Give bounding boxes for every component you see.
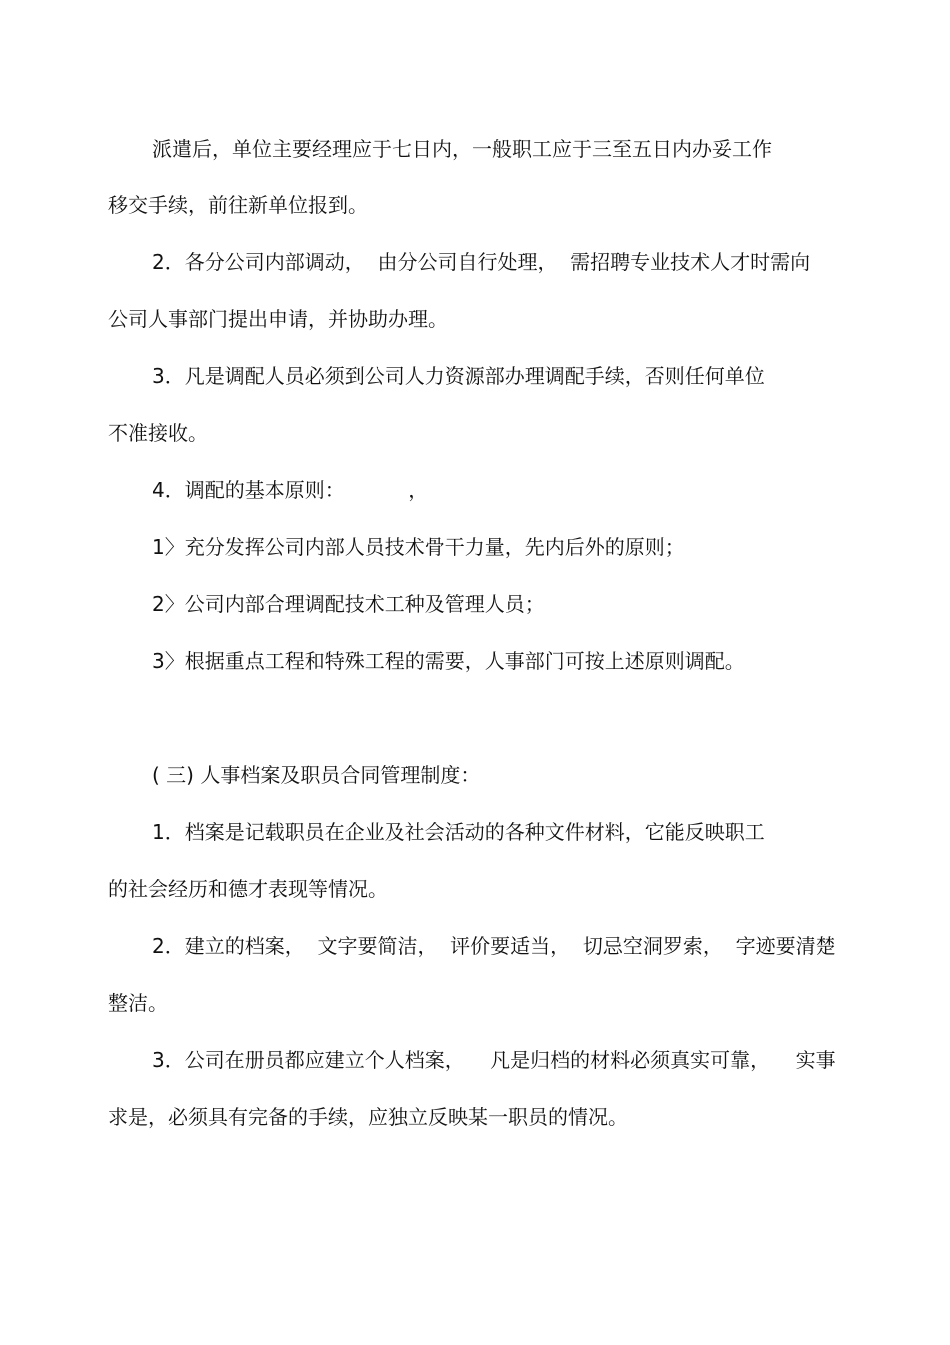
paragraph-line: 派遣后，单位主要经理应于七日内，一般职工应于三至五日内办妥工作 — [152, 137, 772, 161]
section-heading: ( 三) 人事档案及职员合同管理制度： — [152, 763, 481, 787]
paragraph-line: 3．公司在册员都应建立个人档案， 凡是归档的材料必须真实可靠， 实事 — [152, 1048, 836, 1072]
paragraph-line: 2．各分公司内部调动， 由分公司自行处理， 需招聘专业技术人才时需向 — [152, 250, 811, 274]
paragraph-line: 3．凡是调配人员必须到公司人力资源部办理调配手续，否则任何单位 — [152, 364, 765, 388]
paragraph-line: 4．调配的基本原则： ， — [152, 478, 429, 502]
paragraph-line: 不准接收。 — [108, 421, 208, 445]
list-item: 2〉公司内部合理调配技术工种及管理人员； — [152, 592, 545, 616]
paragraph-line: 整洁。 — [108, 991, 168, 1015]
list-item: 1〉充分发挥公司内部人员技术骨干力量，先内后外的原则； — [152, 535, 685, 559]
paragraph-line: 公司人事部门提出申请，并协助办理。 — [108, 307, 448, 331]
paragraph-line: 1．档案是记载职员在企业及社会活动的各种文件材料，它能反映职工 — [152, 820, 765, 844]
paragraph-line: 的社会经历和德才表现等情况。 — [108, 877, 388, 901]
paragraph-line: 求是，必须具有完备的手续，应独立反映某一职员的情况。 — [108, 1105, 628, 1129]
paragraph-line: 移交手续，前往新单位报到。 — [108, 193, 368, 217]
list-item: 3〉根据重点工程和特殊工程的需要，人事部门可按上述原则调配。 — [152, 649, 745, 673]
paragraph-line: 2．建立的档案， 文字要简洁， 评价要适当， 切忌空洞罗索， 字迹要清楚 — [152, 934, 836, 958]
